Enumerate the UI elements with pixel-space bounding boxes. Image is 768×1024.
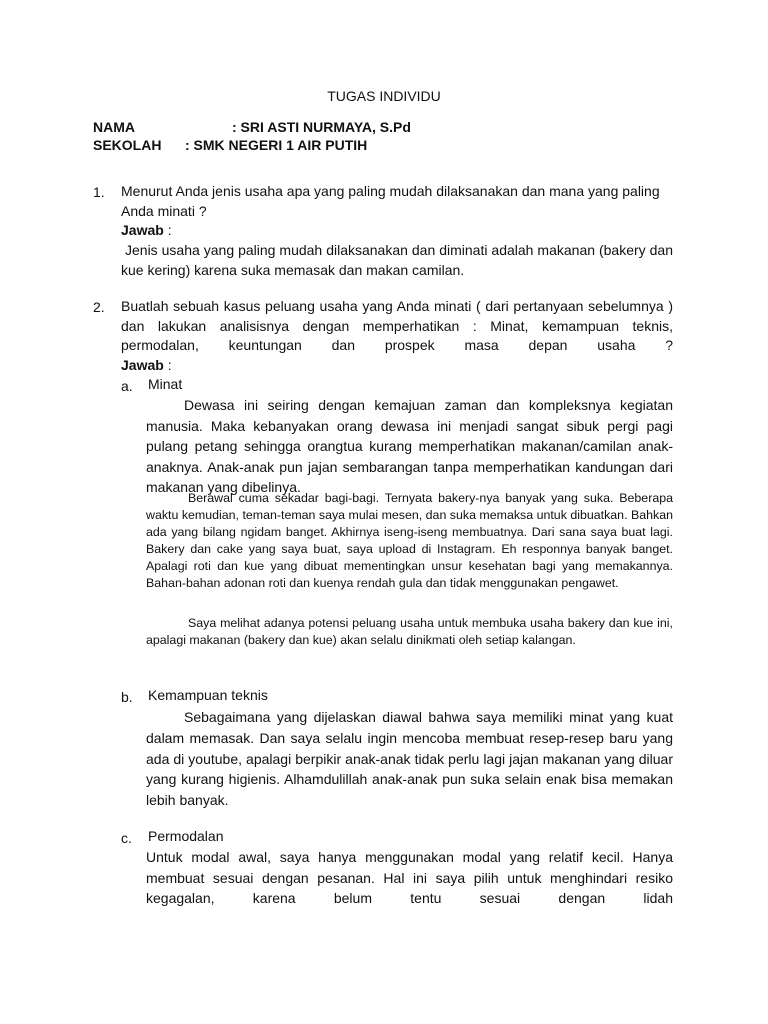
q2-question: Buatlah sebuah kasus peluang usaha yang Anda minati ( dari pertanyaan sebelumnya ) dan lakukan analisisnya dengan memperhatikan : Minat, kemampuan teknis, permodalan, keuntungan dan prospek masa depan usaha ? xyxy=(121,298,673,353)
q2-jawab-label: Jawab xyxy=(121,357,164,373)
section-b-paragraph-1: Sebagaimana yang dijelaskan diawal bahwa saya memiliki minat yang kuat dalam memasak. Dan saya selalu ingin mencoba membuat resep-resep baru yang ada di youtube, apalagi berpikir anak-anak tidak perlu lagi jajan makanan yang diluar yang kurang higienis. Alhamdulillah anak-anak pun suka selain enak bisa memakan lebih banyak. xyxy=(146,709,673,809)
section-a-paragraph-2: Berawal cuma sekadar bagi-bagi. Ternyata bakery-nya banyak yang suka. Beberapa waktu kemudian, teman-teman saya mulai mesen, dan suka memaksa untuk dibuatkan. Bahkan ada yang bilang ngidam banget. Akhirnya iseng-iseng membuatnya. Dari sana saya buat lagi. Bakery dan cake yang saya buat, saya upload di Instagram. Eh responnya banyak banget. Apalagi roti dan kue yang dibuat mementingkan unsur kesehatan bagi yang memakannya. Bahan-bahan adonan roti dan kuenya rendah gula dan tidak menggunakan pengawet. xyxy=(146,491,673,590)
q2-jawab xyxy=(121,356,172,376)
section-c-paragraph-1: Untuk modal awal, saya hanya menggunakan modal yang relatif kecil. Hanya membuat sesuai dengan pesanan. Hal ini saya pilih untuk menghindari resiko kegagalan, karena belum tentu sesuai dengan lidah xyxy=(146,849,673,906)
section-a-paragraph-1: Dewasa ini seiring dengan kemajuan zaman dan kompleksnya kegiatan manusia. Maka kebanyakan orang dewasa ini menjadi sangat sibuk pergi pagi pulang petang sehingga orangtua kurang memperhatikan makanan/camilan anak-anaknya. Anak-anak pun jajan sembarangan tanpa memperhatikan kandungan dari makanan yang dibelinya. xyxy=(146,397,673,495)
section-a-paragraph-3: Saya melihat adanya potensi peluang usaha untuk membuka usaha bakery dan kue ini, apalagi makanan (bakery dan kue) akan selalu dinikmati oleh setiap kalangan. xyxy=(146,616,673,647)
q1-jawab-label: Jawab xyxy=(121,222,164,238)
nama-value: : SRI ASTI NURMAYA, S.Pd xyxy=(232,119,411,135)
sekolah-value: : SMK NEGERI 1 AIR PUTIH xyxy=(185,137,368,153)
section-b-heading: Kemampuan teknis xyxy=(148,687,268,703)
q1-question: Menurut Anda jenis usaha apa yang paling mudah dilaksanakan dan mana yang paling Anda minati ? xyxy=(121,183,660,219)
q2-jawab-colon: : xyxy=(163,357,172,373)
document-title: TUGAS INDIVIDU xyxy=(327,88,441,104)
q2-number: 2. xyxy=(93,299,105,315)
section-c-letter: c. xyxy=(121,830,132,846)
section-a-letter: a. xyxy=(121,378,133,394)
q1-answer: Jenis usaha yang paling mudah dilaksanakan dan diminati adalah makanan (bakery dan kue kering) karena suka memasak dan makan camilan. xyxy=(121,242,673,278)
q1-jawab-colon: : xyxy=(163,222,172,238)
nama-label: NAMA xyxy=(93,119,135,135)
section-a-heading: Minat xyxy=(148,376,183,392)
q1-jawab xyxy=(121,221,172,241)
q1-number: 1. xyxy=(93,184,105,200)
section-c-heading: Permodalan xyxy=(148,828,224,844)
sekolah-label: SEKOLAH xyxy=(93,137,162,153)
section-b-letter: b. xyxy=(121,689,133,705)
